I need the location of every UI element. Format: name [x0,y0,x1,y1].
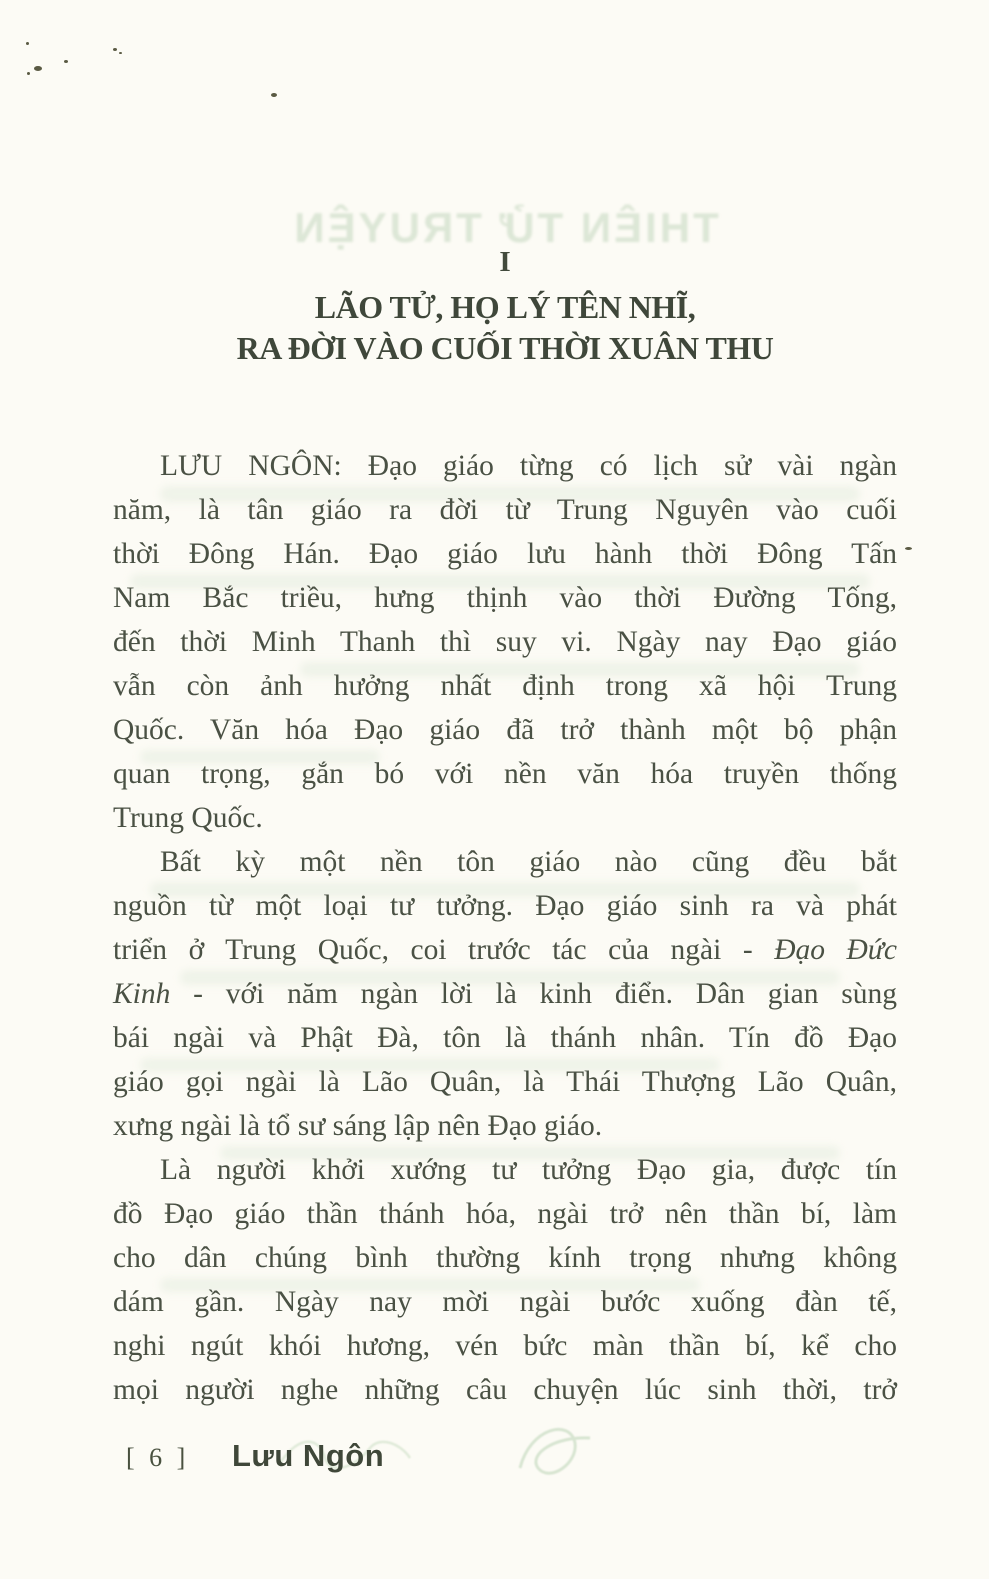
book-title-italic: Đạo Đức [774,934,897,966]
body-line [113,664,897,708]
body-segment: quan trọng, gắn bó với nền văn hóa truyền thống [113,758,897,790]
body-segment: xưng ngài là tổ sư sáng lập nên Đạo giáo. [113,1110,603,1142]
running-footer-author: Lưu Ngôn [232,1438,385,1473]
body-line [113,1280,897,1324]
body-line [113,488,897,532]
body-line [113,576,897,620]
body-line [113,708,897,752]
body-segment: nghi ngút khói hương, vén bức màn thần bí, kể cho [113,1330,897,1362]
body-line [113,1060,897,1104]
body-segment: Trung Quốc. [113,802,263,834]
body-segment: nguồn từ một loại tư tưởng. Đạo giáo sinh ra và phát [113,890,897,922]
body-line [113,796,897,840]
show-through-signature [500,1408,630,1498]
body-line [113,1192,897,1236]
body-line [113,1148,897,1192]
body-segment: đồ Đạo giáo thần thánh hóa, ngài trở nên thần bí, làm [113,1198,897,1230]
show-through-title: THIÊN TỬ TRUYỆN [291,204,719,251]
scan-speck [119,52,122,54]
body-text [113,444,897,1412]
body-segment: dám gần. Ngày nay mời ngài bước xuống đàn tế, [113,1286,897,1318]
body-segment: LƯU NGÔN: Đạo giáo từng có lịch sử vài ngàn [160,450,897,482]
body-line [113,884,897,928]
scan-speck [905,547,912,550]
body-line [113,620,897,664]
body-line [113,752,897,796]
body-segment: đến thời Minh Thanh thì suy vi. Ngày nay Đạo giáo [113,626,897,658]
scan-speck [271,93,277,97]
body-line [113,444,897,488]
book-title-italic: Kinh [113,978,171,1010]
body-segment: cho dân chúng bình thường kính trọng nhưng không [113,1242,897,1274]
body-segment: triển ở Trung Quốc, coi trước tác của ngài - [113,934,775,966]
scan-speck [34,66,42,71]
chapter-title-line-1: LÃO TỬ, HỌ LÝ TÊN NHĨ, [314,289,696,325]
body-segment: bái ngài và Phật Đà, tôn là thánh nhân. Tín đồ Đạo [113,1022,897,1054]
body-segment: năm, là tân giáo ra đời từ Trung Nguyên vào cuối [113,494,897,526]
scan-speck [113,48,117,51]
body-segment: Là người khởi xướng tư tưởng Đạo gia, được tín [160,1154,897,1186]
chapter-number: I [499,246,511,278]
body-line [113,1368,897,1412]
page-number: [ 6 ] [126,1443,190,1472]
body-line [113,972,897,1016]
scan-speck [64,60,68,63]
body-line [113,532,897,576]
scan-speck [26,42,29,45]
body-segment: thời Đông Hán. Đạo giáo lưu hành thời Đông Tấn [113,538,897,570]
body-segment: mọi người nghe những câu chuyện lúc sinh thời, trở [113,1374,897,1406]
body-segment: Nam Bắc triều, hưng thịnh vào thời Đường Tống, [113,582,897,614]
body-line [113,840,897,884]
scan-speck [27,72,30,75]
body-line [113,928,897,972]
body-segment: Bất kỳ một nền tôn giáo nào cũng đều bắt [160,846,897,878]
body-line [113,1104,897,1148]
body-segment: vẫn còn ảnh hưởng nhất định trong xã hội Trung [113,670,897,702]
body-line [113,1324,897,1368]
body-segment: - với năm ngàn lời là kinh điển. Dân gian sùng [170,978,897,1010]
body-segment: Quốc. Văn hóa Đạo giáo đã trở thành một bộ phận [113,714,897,746]
body-line [113,1016,897,1060]
body-segment: giáo gọi ngài là Lão Quân, là Thái Thượng Lão Quân, [113,1066,897,1098]
body-line [113,1236,897,1280]
chapter-title-line-2: RA ĐỜI VÀO CUỐI THỜI XUÂN THU [236,330,774,366]
